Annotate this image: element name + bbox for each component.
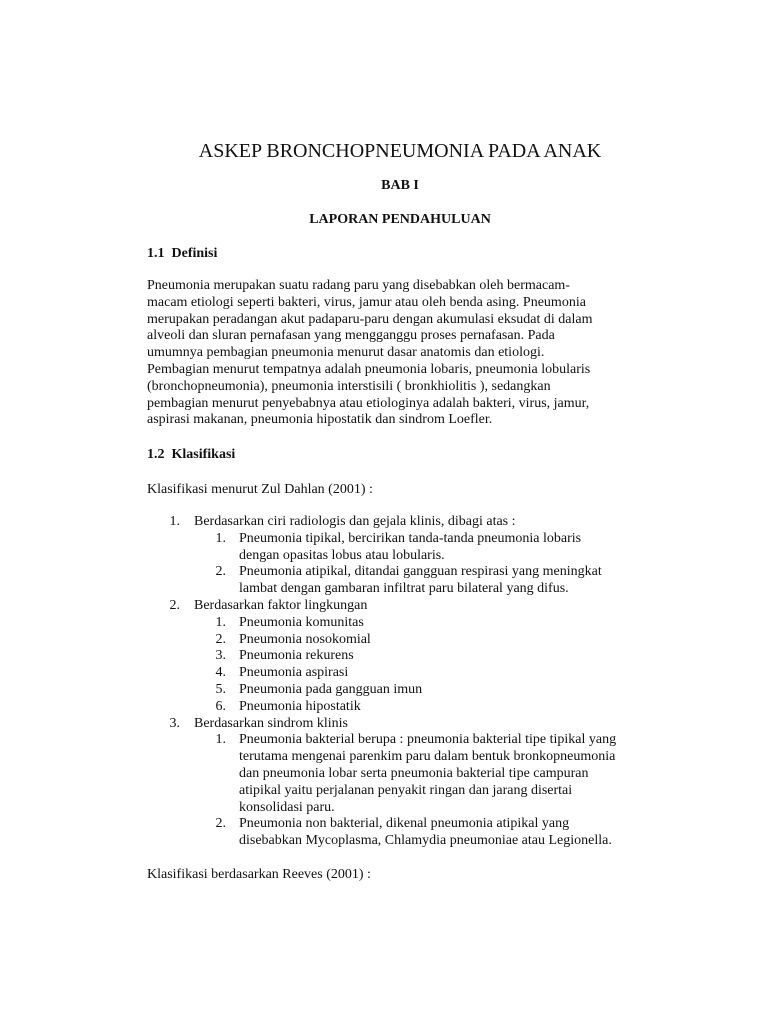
- list-text: [239, 531, 768, 565]
- paragraph-line: (bronchopneumonia), pneumonia interstisili ( bronkhiolitis ), sedangkan: [147, 378, 551, 394]
- list-text: Berdasarkan sindrom klinis: [194, 715, 348, 731]
- list-number: 1.: [215, 614, 226, 630]
- list-text: [239, 699, 768, 716]
- list-item: [0, 716, 768, 733]
- list-line: disebabkan Mycoplasma, Chlamydia pneumoniae atau Legionella.: [239, 833, 612, 849]
- list-line: Pneumonia non bakterial, dikenal pneumonia atipikal yang: [239, 816, 570, 832]
- sub-list-item: [0, 632, 768, 649]
- list-text: [239, 682, 768, 699]
- list-line: lambat dengan gambaran infiltrat paru bilateral yang difus.: [239, 581, 569, 597]
- list-line: terutama mengenai parenkim paru dalam bentuk bronkopneumonia: [239, 749, 616, 765]
- paragraph-line: Pneumonia merupakan suatu radang paru yang disebabkan oleh bermacam-: [147, 278, 570, 293]
- list-text: [239, 632, 768, 649]
- list-line: Pneumonia hipostatik: [239, 698, 361, 714]
- list-number: 4.: [215, 665, 226, 681]
- list-line: Pneumonia bakterial berupa : pneumonia bakterial tipe tipikal yang: [239, 732, 617, 748]
- list-line: Pneumonia pada gangguan imun: [239, 681, 423, 697]
- sub-list-item: [0, 564, 768, 598]
- list-text: [239, 816, 768, 850]
- list-text: [239, 732, 768, 816]
- paragraph-line: aspirasi makanan, pneumonia hipostatik dan sindrom Loefler.: [147, 412, 493, 428]
- paragraph-line: macam etiologi seperti bakteri, virus, jamur atau oleh benda asing. Pneumonia: [147, 294, 586, 310]
- list-number: 6.: [215, 698, 226, 714]
- list-text: [239, 648, 768, 665]
- list-number: 2.: [215, 816, 226, 832]
- list-item: [0, 514, 768, 531]
- sub-list-item: [0, 531, 768, 565]
- list-number: 2.: [215, 631, 226, 647]
- paragraph-line: merupakan peradangan akut padaparu-paru dengan akumulasi eksudat di dalam: [147, 311, 593, 327]
- list-line: atipikal yaitu perjalanan penyakit ringan dan jarang disertai: [239, 782, 573, 798]
- list-text: Berdasarkan ciri radiologis dan gejala klinis, dibagi atas :: [194, 514, 516, 529]
- list-number: 1.: [215, 530, 226, 546]
- list-number: 3.: [215, 648, 226, 664]
- sub-list-item: [0, 648, 768, 665]
- list-line: dan pneumonia lobar serta pneumonia bakterial tipe campuran: [239, 765, 589, 781]
- document-title: ASKEP BRONCHOPNEUMONIA PADA ANAK: [198, 140, 602, 162]
- list-item: [0, 598, 768, 615]
- klasifikasi-intro: Klasifikasi menurut Zul Dahlan (2001) :: [147, 482, 373, 497]
- list-line: Pneumonia komunitas: [239, 614, 364, 630]
- list-line: Pneumonia aspirasi: [239, 665, 349, 681]
- sub-list-item: [0, 732, 768, 816]
- paragraph-line: umumnya pembagian pneumonia menurut dasar anatomis dan etiologi.: [147, 345, 545, 361]
- reeves-intro: Klasifikasi berdasarkan Reeves (2001) :: [147, 867, 371, 882]
- paragraph-line: alveoli dan sluran pernafasan yang mengganggu proses pernafasan. Pada: [147, 328, 555, 344]
- list-line: Pneumonia tipikal, bercirikan tanda-tanda pneumonia lobaris: [239, 530, 582, 546]
- section-heading-klasifikasi: 1.2 Klasifikasi: [147, 447, 236, 462]
- list-line: Pneumonia rekurens: [239, 648, 354, 664]
- paragraph-line: Pembagian menurut tempatnya adalah pneumonia lobaris, pneumonia lobularis: [147, 361, 591, 377]
- list-text: [239, 615, 768, 632]
- paragraph-line: pembagian menurut penyebabnya atau etiologinya adalah bakteri, virus, jamur,: [147, 395, 590, 411]
- chapter-title: LAPORAN PENDAHULUAN: [309, 212, 491, 227]
- list-text: [239, 665, 768, 682]
- list-line: Pneumonia nosokomial: [239, 631, 371, 647]
- sub-list-item: [0, 816, 768, 850]
- list-number: 2.: [215, 564, 226, 580]
- list-line: Pneumonia atipikal, ditandai gangguan respirasi yang meningkat: [239, 564, 602, 580]
- sub-list-item: [0, 682, 768, 699]
- list-number: 5.: [215, 681, 226, 697]
- list-number: 1.: [215, 732, 226, 748]
- chapter-number: BAB I: [381, 178, 419, 193]
- list-line: dengan opasitas lobus atau lobularis.: [239, 547, 445, 563]
- list-number: 3.: [169, 715, 180, 731]
- list-number: 1.: [169, 514, 180, 529]
- section-heading-definisi: 1.1 Definisi: [147, 246, 218, 261]
- list-number: 2.: [169, 597, 180, 613]
- list-text: [239, 564, 768, 598]
- definisi-paragraph: [147, 278, 647, 429]
- sub-list-item: [0, 699, 768, 716]
- list-line: konsolidasi paru.: [239, 799, 335, 815]
- sub-list-item: [0, 615, 768, 632]
- list-text: Berdasarkan faktor lingkungan: [194, 597, 368, 613]
- klasifikasi-list: [0, 514, 768, 850]
- sub-list-item: [0, 665, 768, 682]
